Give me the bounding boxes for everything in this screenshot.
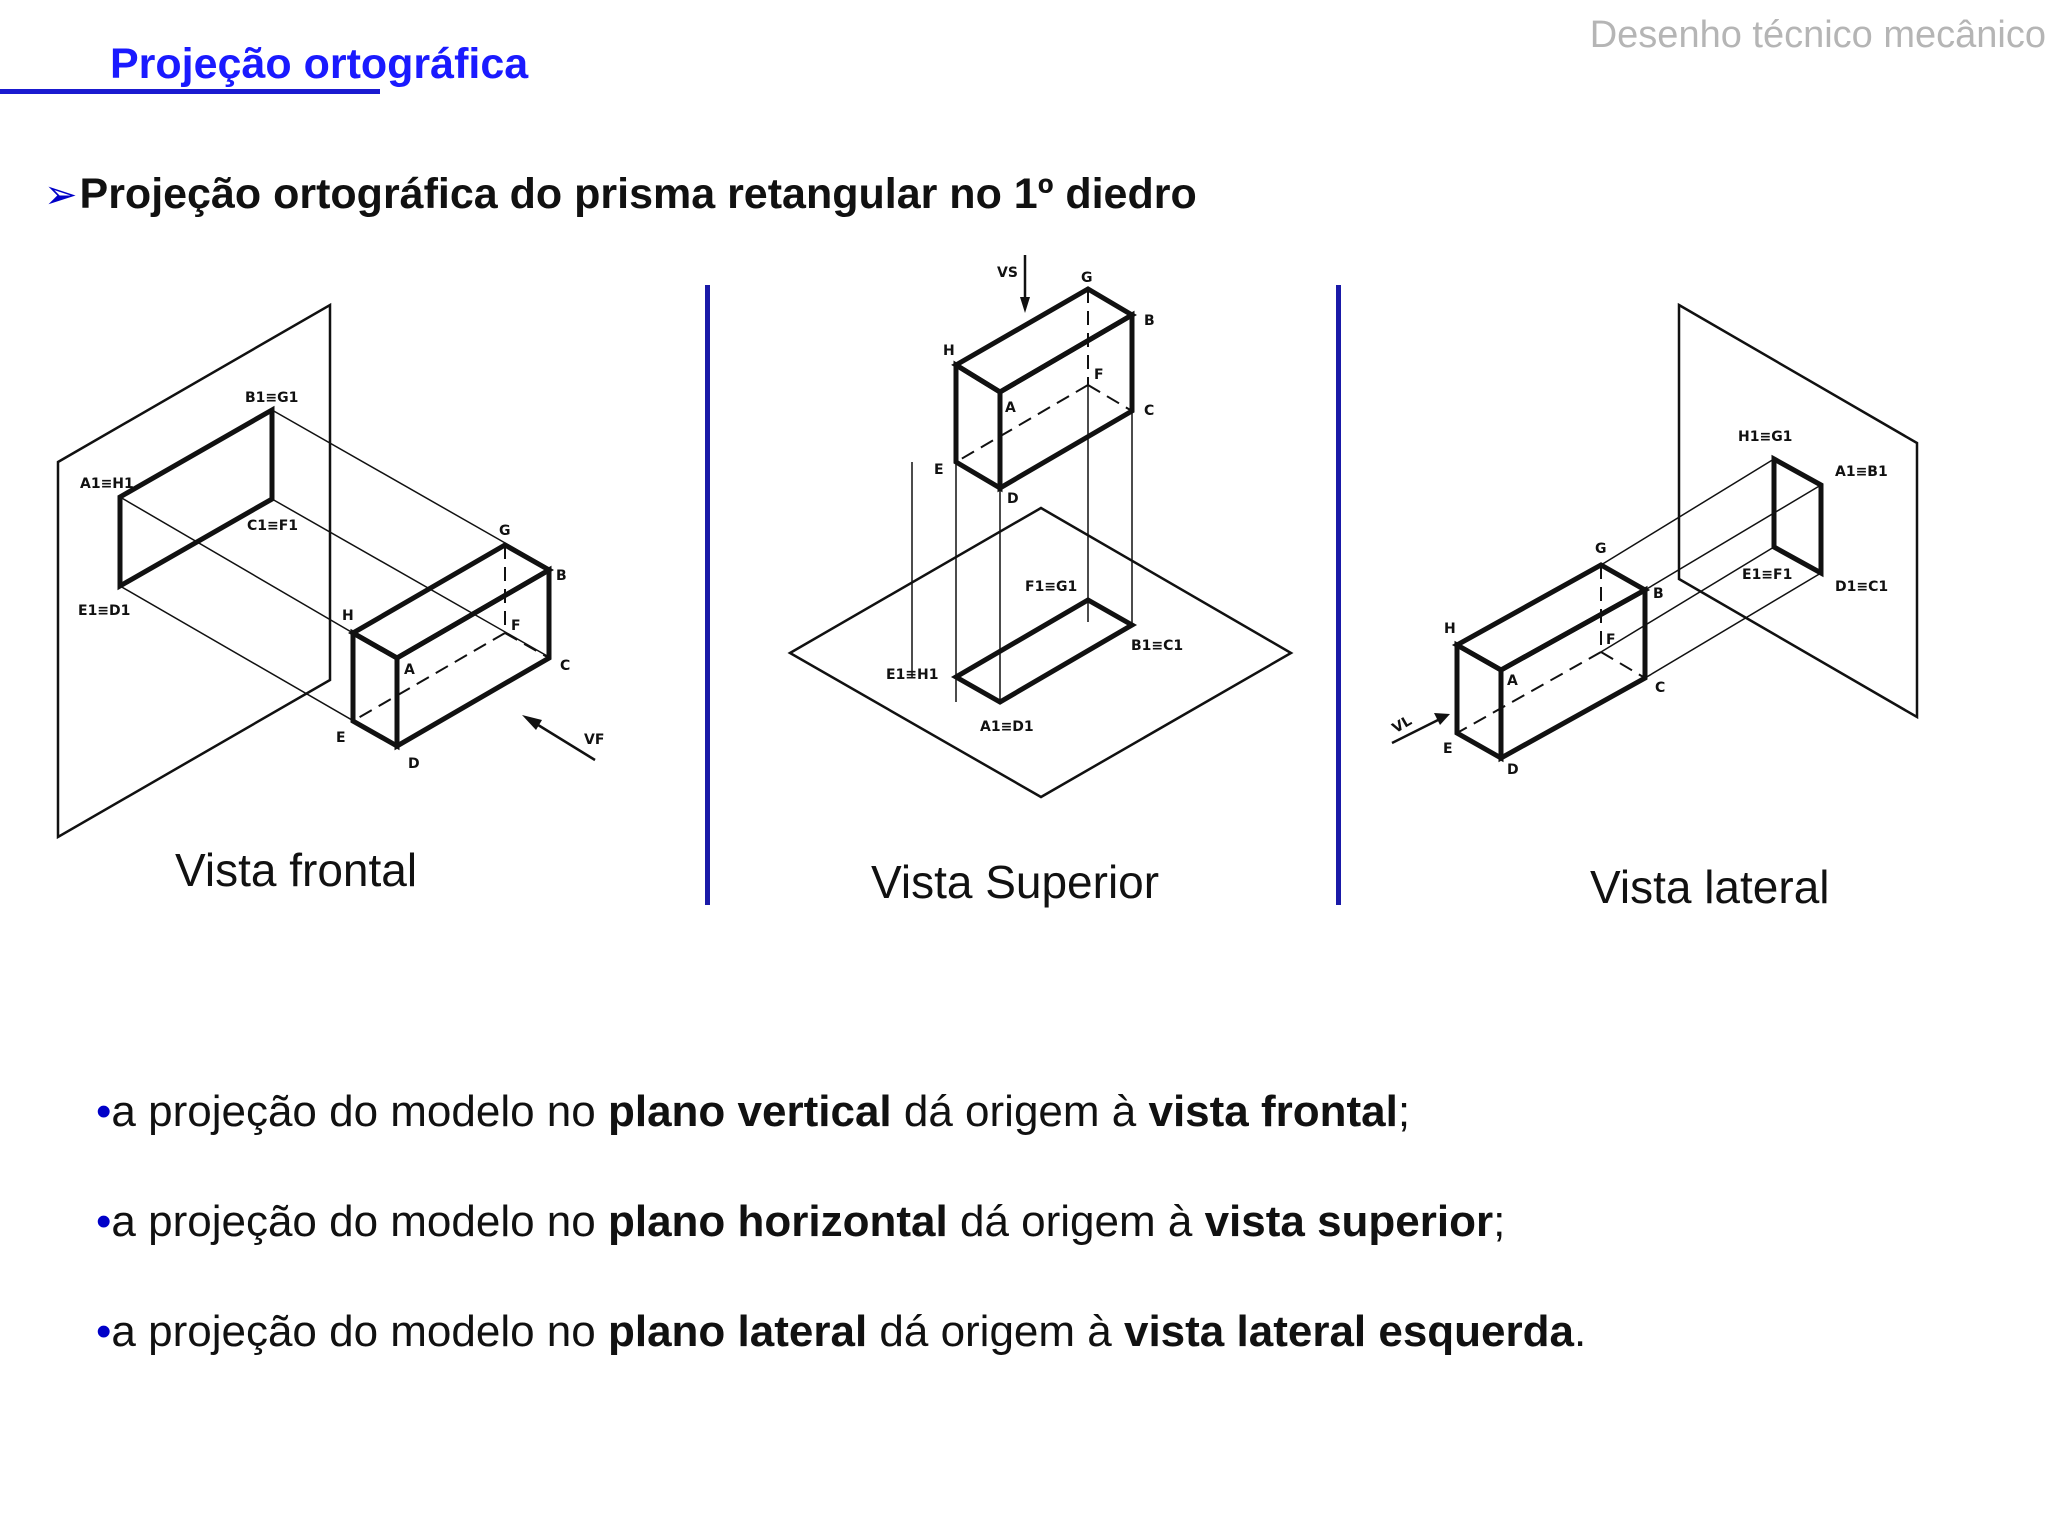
bullet-bold-term: vista frontal	[1148, 1087, 1398, 1136]
point-label: E1≡H1	[886, 667, 939, 683]
projector	[1645, 485, 1821, 590]
projection-rectangle	[120, 410, 272, 586]
point-label: D1≡C1	[1835, 579, 1889, 595]
point-label: H1≡G1	[1738, 429, 1793, 445]
point-label: C1≡F1	[247, 518, 299, 534]
bullet-dot: •	[96, 1197, 112, 1246]
view-arrow-head	[1434, 713, 1450, 725]
divider-left	[705, 285, 710, 905]
point-label: F1≡G1	[1025, 579, 1078, 595]
projector	[1601, 459, 1774, 565]
point-label: H	[943, 343, 955, 359]
bullet-bold-term: plano horizontal	[607, 1197, 948, 1246]
prism-front-face	[1457, 645, 1501, 758]
bullet-item	[96, 1085, 1586, 1195]
point-label: G	[499, 523, 511, 539]
point-label: B	[1653, 586, 1664, 602]
point-label: D	[408, 756, 420, 772]
side-view-drawing	[1380, 295, 1940, 795]
point-label: D	[1007, 491, 1019, 507]
point-label: E1≡F1	[1742, 567, 1793, 583]
point-label: A1≡H1	[80, 476, 134, 492]
hidden-edge	[1457, 652, 1601, 733]
point-label: VF	[584, 732, 605, 748]
point-label: E	[934, 462, 944, 478]
view-label-lateral: Vista lateral	[1590, 861, 1830, 913]
prism-top-face	[1457, 565, 1645, 670]
bullet-bold-term: plano lateral	[607, 1307, 868, 1356]
bullet-text: ;	[1493, 1197, 1506, 1246]
bullet-text: a projeção do modelo no	[111, 1197, 608, 1246]
point-label: C	[1655, 680, 1666, 696]
projection-rectangle	[1774, 459, 1821, 573]
point-label: B	[1144, 313, 1155, 329]
point-label: A1≡B1	[1835, 464, 1888, 480]
point-label: E	[336, 730, 346, 746]
point-label: B1≡C1	[1131, 638, 1184, 654]
view-label-frontal: Vista frontal	[175, 844, 418, 896]
hidden-edge	[1601, 652, 1645, 678]
bullet-bold-term: plano vertical	[607, 1087, 892, 1136]
bullet-text: a projeção do modelo no	[111, 1307, 608, 1356]
view-arrow-head	[1020, 297, 1030, 313]
front-view-drawing	[40, 290, 620, 790]
bullet-dot: •	[96, 1087, 112, 1136]
arrow-bullet-icon: ➢	[44, 173, 78, 217]
point-label: F	[1606, 632, 1616, 648]
point-label: H	[342, 608, 354, 624]
lateral-plane	[1679, 305, 1917, 717]
bullet-text: dá origem à	[867, 1307, 1124, 1356]
horizontal-plane	[790, 508, 1291, 797]
slide-title: Projeção ortográfica	[110, 40, 529, 88]
point-label: D	[1507, 762, 1519, 778]
point-label: C	[1144, 403, 1155, 419]
view-arrow-head	[522, 715, 542, 730]
point-label: E	[1443, 741, 1453, 757]
point-label: F	[1094, 367, 1104, 383]
prism-front-face	[353, 633, 397, 746]
bullet-dot: •	[96, 1307, 112, 1356]
title-underline	[0, 89, 380, 94]
bullet-item	[96, 1195, 1586, 1305]
point-label: B1≡G1	[245, 390, 299, 406]
point-label: A	[404, 662, 415, 678]
bullet-text: a projeção do modelo no	[111, 1087, 608, 1136]
brand-text: Desenho técnico mecânico	[1589, 14, 2046, 56]
projector	[1645, 573, 1821, 678]
subheading-text: Projeção ortográfica do prisma retangular no 1º diedro	[79, 170, 1197, 218]
bullet-item	[96, 1305, 1586, 1415]
bullet-text: dá origem à	[891, 1087, 1149, 1136]
point-label: B	[556, 568, 567, 584]
view-label-superior: Vista Superior	[871, 856, 1160, 908]
bullet-text: ;	[1397, 1087, 1411, 1136]
prism-side-face	[1501, 590, 1645, 758]
point-label: G	[1595, 541, 1607, 557]
subheading	[44, 170, 1197, 219]
prism-top-face	[956, 289, 1132, 392]
point-label: E1≡D1	[78, 603, 131, 619]
bullet-bold-term: vista lateral esquerda	[1123, 1307, 1574, 1356]
point-label: C	[560, 658, 571, 674]
hidden-edge	[1088, 385, 1132, 411]
top-view-drawing	[780, 255, 1300, 815]
bullet-bold-term: vista superior	[1204, 1197, 1494, 1246]
prism-front-face	[956, 365, 1000, 488]
bullet-text: dá origem à	[947, 1197, 1205, 1246]
point-label: A1≡D1	[980, 719, 1034, 735]
point-label: F	[511, 618, 521, 634]
point-label: A	[1507, 673, 1518, 689]
prism-side-face	[1000, 315, 1132, 488]
hidden-edge	[505, 633, 549, 658]
bullet-text: .	[1574, 1307, 1587, 1356]
divider-right	[1336, 285, 1341, 905]
point-label: VS	[997, 265, 1018, 281]
point-label: G	[1081, 270, 1093, 286]
point-label: VL	[1389, 713, 1415, 737]
projection-rectangle	[956, 600, 1132, 702]
point-label: A	[1005, 400, 1016, 416]
point-label: H	[1444, 621, 1456, 637]
bullet-list	[96, 1085, 1586, 1415]
vertical-plane	[58, 305, 330, 837]
